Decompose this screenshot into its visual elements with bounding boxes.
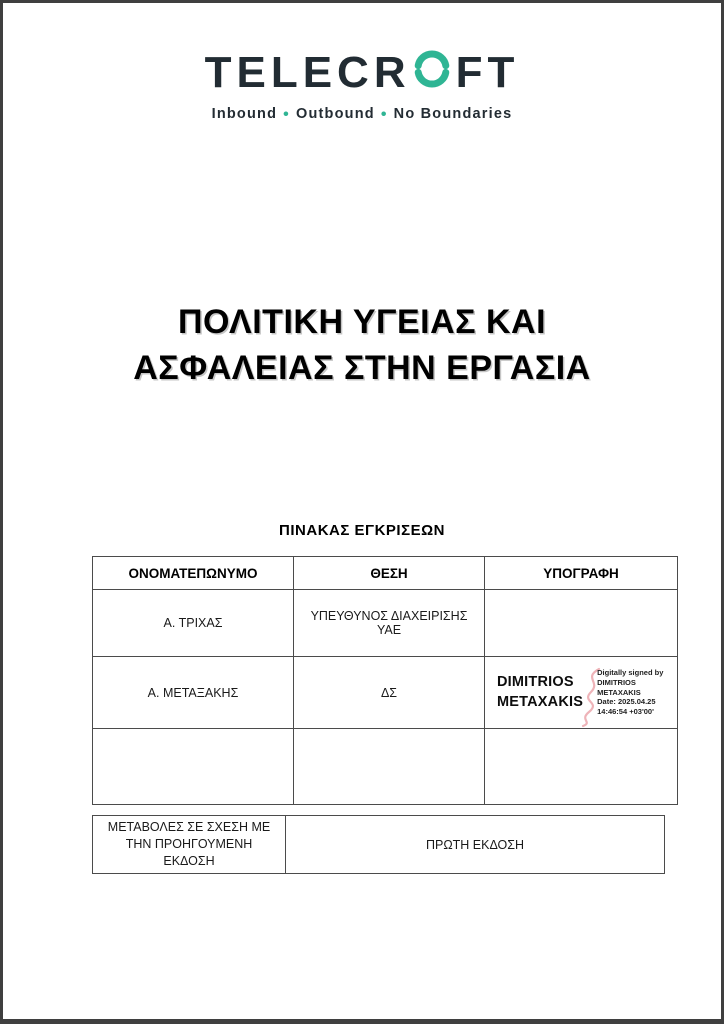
brand-text-right: FT — [455, 48, 520, 97]
signature-detail-line: Date: 2025.04.25 — [597, 697, 656, 707]
tagline-outbound: Outbound — [295, 106, 375, 122]
revision-label: ΜΕΤΑΒΟΛΕΣ ΣΕ ΣΧΕΣΗ ΜΕ ΤΗΝ ΠΡΟΗΓΟΥΜΕΝΗ ΕΚΔΟΣΗ — [93, 816, 286, 874]
brand-tagline — [3, 105, 721, 123]
cell-name: Α. ΜΕΤΑΞΑΚΗΣ — [93, 657, 294, 729]
signature-detail-line: DIMITRIOS — [597, 677, 636, 687]
cell-signature-empty — [485, 590, 678, 657]
approvals-table-heading: ΠΙΝΑΚΑΣ ΕΓΚΡΙΣΕΩΝ — [279, 522, 445, 539]
revision-value: ΠΡΩΤΗ ΕΚΔΟΣΗ — [286, 816, 665, 874]
signature-detail-line: 14:46:54 +03'00' — [597, 707, 654, 717]
cell-name-empty — [93, 729, 294, 805]
brand-o-icon — [412, 49, 452, 97]
brand-wordmark — [205, 49, 520, 97]
approvals-table — [92, 556, 678, 805]
signature-name-line2: METAXAKIS — [497, 693, 584, 710]
cell-name: Α. ΤΡΙΧΑΣ — [93, 590, 294, 657]
signature-name-line1: DIMITRIOS — [497, 673, 574, 690]
company-logo — [3, 49, 721, 123]
cell-position-empty — [294, 729, 485, 805]
approvals-header-row — [93, 557, 678, 590]
tagline-inbound: Inbound — [211, 106, 278, 122]
cell-position: ΥΠΕΥΘΥΝΟΣ ΔΙΑΧΕΙΡΙΣΗΣ ΥΑΕ — [294, 590, 485, 657]
table-row — [93, 657, 678, 729]
signature-details — [597, 668, 663, 717]
digital-signature-block — [491, 666, 671, 719]
signature-detail-line: Digitally signed by — [597, 668, 664, 678]
document-title-line2: ΑΣΦΑΛΕΙΑΣ ΣΤΗΝ ΕΡΓΑΣΙΑ — [133, 348, 591, 387]
document-title — [3, 300, 721, 392]
document-title-line1: ΠΟΛΙΤΙΚΗ ΥΓΕΙΑΣ ΚΑΙ — [177, 303, 547, 341]
tagline-no-boundaries: No Boundaries — [393, 106, 513, 122]
column-header-name: ΟΝΟΜΑΤΕΠΩΝΥΜΟ — [93, 557, 294, 590]
signature-name — [497, 673, 583, 712]
cell-signature-digital — [485, 657, 678, 729]
table-row — [93, 729, 678, 805]
column-header-signature: ΥΠΟΓΡΑΦΗ — [485, 557, 678, 590]
table-row — [93, 816, 665, 874]
tagline-dot-icon: • — [283, 106, 290, 123]
revision-table — [92, 815, 665, 874]
column-header-position: ΘΕΣΗ — [294, 557, 485, 590]
cell-position: ΔΣ — [294, 657, 485, 729]
tagline-dot-icon: • — [380, 106, 388, 123]
cell-signature-empty — [485, 729, 678, 805]
table-row — [93, 590, 678, 657]
brand-text-left: TELECR — [204, 48, 411, 97]
signature-detail-line: METAXAKIS — [597, 687, 641, 697]
